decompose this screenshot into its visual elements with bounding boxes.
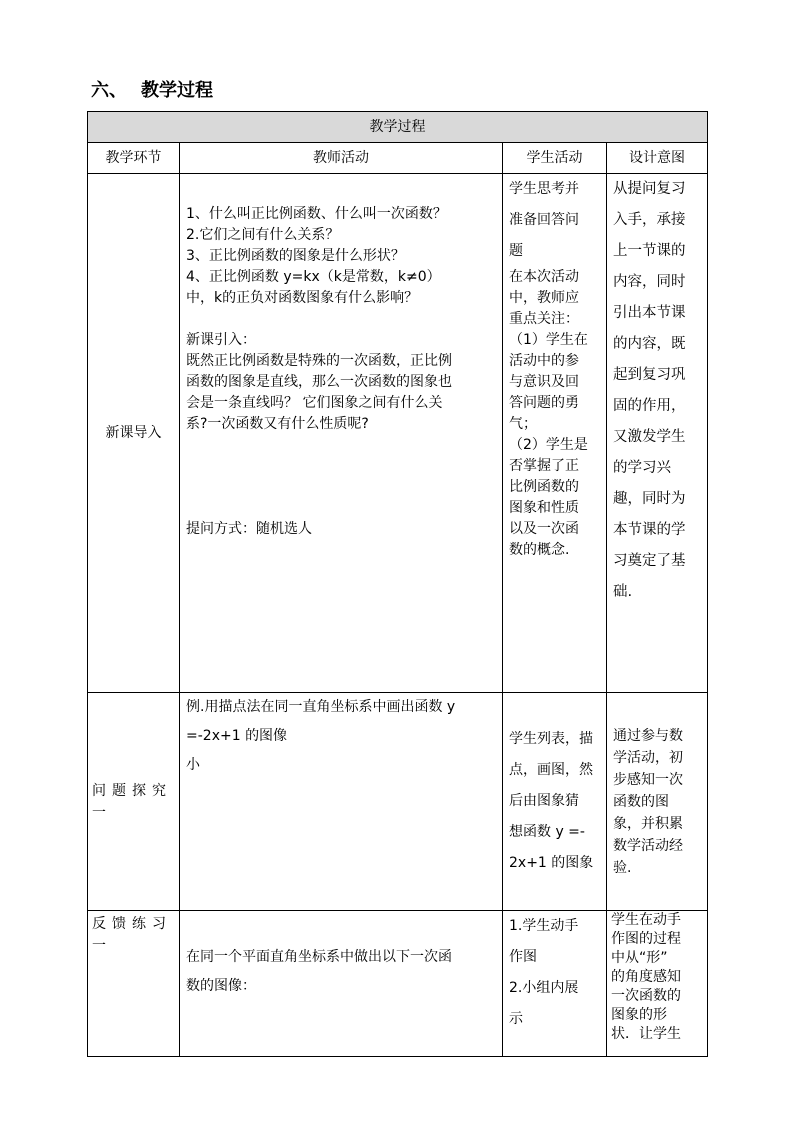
section-title: 教学过程 xyxy=(141,80,213,101)
teacher-line: 中，k的正负对函数图象有什么影响？ xyxy=(186,290,419,306)
intent-line: 起到复习巩 xyxy=(613,367,686,383)
stage-cell: 反馈练习一 xyxy=(88,911,180,1057)
student-line: 学生思考并 xyxy=(509,181,579,197)
student-line: （1）学生在 xyxy=(509,332,588,348)
teacher-line: 在同一个平面直角坐标系中做出以下一次函 xyxy=(186,949,452,965)
student-line: 气； xyxy=(509,416,537,432)
table-row xyxy=(88,693,708,911)
intent-line: 从提问复习 xyxy=(613,181,686,197)
teacher-line: 提问方式：随机选人 xyxy=(186,521,312,537)
intent-line: 又激发学生 xyxy=(613,429,686,445)
student-line: 想函数 y =- xyxy=(509,824,585,840)
teacher-line: 4、正比例函数 y=kx（k是常数，k≠0） xyxy=(186,269,441,285)
teacher-line: 3、正比例函数的图象是什么形状？ xyxy=(186,248,405,264)
intent-line: 的角度感知 xyxy=(611,969,681,985)
student-line: 活动中的参 xyxy=(509,353,579,369)
student-cell xyxy=(503,174,607,693)
intent-line: 验. xyxy=(613,859,632,876)
student-line: 以及一次函 xyxy=(509,521,579,537)
intent-line: 函数的图 xyxy=(613,793,669,810)
intent-line: 本节课的学 xyxy=(613,522,686,538)
student-line: 在本次活动 xyxy=(509,269,579,285)
student-cell xyxy=(503,693,607,911)
intent-cell xyxy=(607,693,708,911)
intent-line: 步感知一次 xyxy=(613,771,683,788)
intent-cell xyxy=(607,911,708,1057)
student-line: 点，画图，然 xyxy=(509,762,593,778)
student-line: 比例函数的 xyxy=(509,479,579,495)
student-line: 图象和性质 xyxy=(509,500,579,516)
student-line: 答问题的勇 xyxy=(509,395,579,411)
intent-line: 础. xyxy=(613,584,633,600)
intent-cell xyxy=(607,174,708,693)
student-line: （2）学生是 xyxy=(509,437,588,453)
intent-line: 作图的过程 xyxy=(611,931,681,947)
header-stage: 教学环节 xyxy=(88,143,180,174)
student-line: 与意识及回 xyxy=(509,374,579,390)
teacher-cell xyxy=(180,693,503,911)
teacher-line: 2.它们之间有什么关系？ xyxy=(186,227,340,243)
intent-line: 上一节课的 xyxy=(613,243,686,259)
table-row xyxy=(88,911,708,1057)
section-heading xyxy=(91,76,213,102)
teaching-process-table xyxy=(87,111,708,1057)
student-cell xyxy=(503,911,607,1057)
header-intent: 设计意图 xyxy=(607,143,708,174)
intent-line: 数学活动经 xyxy=(613,837,683,854)
teacher-line: 既然正比例函数是特殊的一次函数，正比例 xyxy=(186,353,452,369)
intent-line: 学活动，初 xyxy=(613,749,683,766)
stage-cell: 问题探究一 xyxy=(88,693,180,911)
intent-line: 的学习兴 xyxy=(613,460,671,476)
intent-line: 固的作用， xyxy=(613,398,686,414)
intent-line: 学生在动手 xyxy=(611,912,681,928)
header-row xyxy=(88,143,708,174)
student-line: 后由图象猜 xyxy=(509,793,579,809)
student-line: 学生列表，描 xyxy=(509,731,593,747)
teacher-line: 小 xyxy=(186,757,200,773)
table-row xyxy=(88,174,708,693)
intent-line: 入手，承接 xyxy=(613,212,686,228)
teacher-line: 系?一次函数又有什么性质呢? xyxy=(186,416,369,432)
teacher-line: 1、什么叫正比例函数、什么叫一次函数？ xyxy=(186,206,447,222)
teacher-line: 例.用描点法在同一直角坐标系中画出函数 y xyxy=(186,699,456,715)
intent-line: 象，并积累 xyxy=(613,815,683,832)
teacher-cell xyxy=(180,911,503,1057)
header-student: 学生活动 xyxy=(503,143,607,174)
intent-line: 内容，同时 xyxy=(613,274,686,290)
intent-line: 习奠定了基 xyxy=(613,553,686,569)
teacher-line: 数的图像： xyxy=(186,978,256,994)
teacher-line: 新课引入： xyxy=(186,332,256,348)
student-line: 示 xyxy=(509,1011,523,1027)
student-line: 2.小组内展 xyxy=(509,980,579,996)
student-line: 1.学生动手 xyxy=(509,918,579,934)
header-teacher: 教师活动 xyxy=(180,143,503,174)
student-line: 作图 xyxy=(509,949,537,965)
intent-line: 通过参与数 xyxy=(613,727,683,744)
student-line: 重点关注： xyxy=(509,311,579,327)
intent-line: 中从“形” xyxy=(611,950,668,966)
teacher-cell xyxy=(180,174,503,693)
intent-line: 图象的形 xyxy=(611,1007,667,1023)
student-line: 准备回答问 xyxy=(509,212,579,228)
section-number: 六、 xyxy=(91,80,127,101)
student-line: 2x+1 的图象 xyxy=(509,855,594,871)
student-line: 中，教师应 xyxy=(509,290,579,306)
teacher-line: 会是一条直线吗？ 它们图象之间有什么关 xyxy=(186,395,443,411)
intent-line: 引出本节课 xyxy=(613,305,686,321)
student-line: 数的概念. xyxy=(509,542,570,558)
student-line: 题 xyxy=(509,243,523,259)
intent-line: 状．让学生 xyxy=(611,1026,681,1042)
stage-cell: 新课导入 xyxy=(88,174,180,693)
teacher-line: =-2x+1 的图像 xyxy=(186,728,288,744)
student-line: 否掌握了正 xyxy=(509,458,579,474)
intent-line: 一次函数的 xyxy=(611,988,681,1004)
teacher-line: 函数的图象是直线，那么一次函数的图象也 xyxy=(186,374,452,390)
intent-line: 趣，同时为 xyxy=(613,491,686,507)
intent-line: 的内容，既 xyxy=(613,336,686,352)
table-banner: 教学过程 xyxy=(88,112,708,143)
